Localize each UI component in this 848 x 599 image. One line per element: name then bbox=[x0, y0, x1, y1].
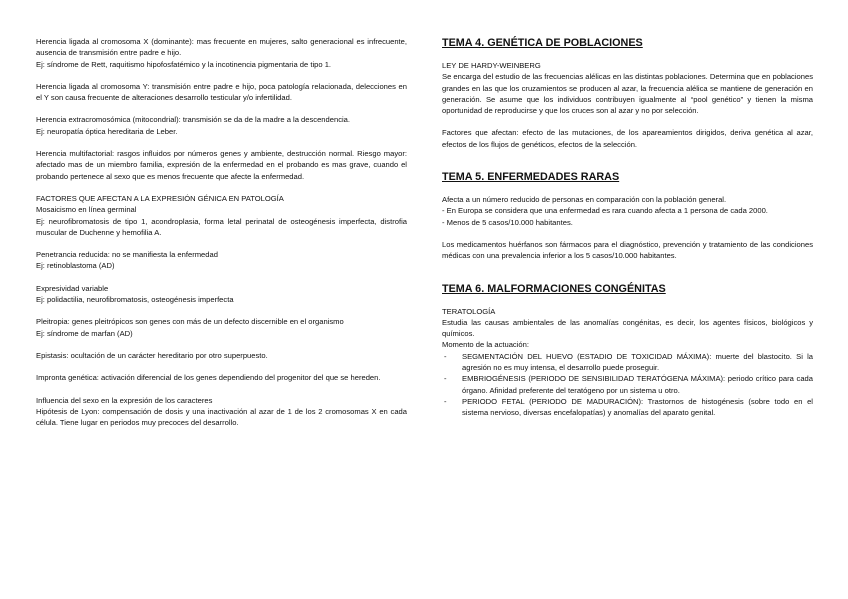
herencia-x-text: Herencia ligada al cromosoma X (dominante): mas frecuente en mujeres, salto generacional es infrecuente, ausencia de transmisión entre padre e hijo. bbox=[36, 37, 407, 58]
raras-item-1: - En Europa se considera que una enfermedad es rara cuando afecta a 1 persona de cada 2000. bbox=[442, 206, 768, 216]
raras-item-2: - Menos de 5 casos/10.000 habitantes. bbox=[442, 217, 573, 227]
mosaicismo-example: Ej: neurofibromatosis de tipo 1, acondroplasia, forma letal perinatal de osteogénesis imperfecta, distrofia muscular de Duchenne y hemofilia A. bbox=[36, 216, 407, 237]
tema5-heading: TEMA 5. ENFERMEDADES RARAS bbox=[442, 171, 620, 184]
left-column bbox=[36, 36, 407, 428]
impronta-text: Impronta genética: activación diferencial de los genes dependiendo del progenitor del que se hereden. bbox=[36, 373, 381, 383]
tema6-heading: TEMA 6. MALFORMACIONES CONGÉNITAS bbox=[442, 282, 666, 295]
mosaicismo-text: Mosaicismo en línea germinal bbox=[36, 205, 137, 215]
momento-actuacion: Momento de la actuación: bbox=[442, 340, 529, 350]
multifactorial-text: Herencia multifactorial: rasgos influidos por números genes y ambiente, destrucción normal. Riesgo mayor: afectado mas de un miembro familia, expresión de la enfermedad en el probando es mas grave, cuando el probando pertenece al sexo que es menos frecuente que afecte la enfermedad. bbox=[36, 149, 407, 181]
herencia-y-text: Herencia ligada al cromosoma Y: transmisión entre padre e hijo, poca patología relacionada, delecciones en el Y son causa frecuente de alteraciones desarrollo testicular y/o infertilidad. bbox=[36, 81, 407, 103]
right-column bbox=[442, 36, 813, 419]
influencia-sexo-title: Influencia del sexo en la expresión de los caracteres bbox=[36, 395, 213, 405]
list-item: - EMBRIOGÉNESIS (PERIODO DE SENSIBILIDAD TERATÓGENA MÁXIMA): periodo crítico para cada órgano. Afinidad preferente del teratógeno por un sistema u otro. bbox=[442, 373, 813, 396]
extracromosomica-example: Ej: neuropatía óptica hereditaria de Leber. bbox=[36, 126, 178, 136]
epistasis-text: Epistasis: ocultación de un carácter hereditario por otro superpuesto. bbox=[36, 350, 268, 360]
pleitropia-example: Ej: síndrome de marfan (AD) bbox=[36, 328, 133, 338]
herencia-x-example: Ej: síndrome de Rett, raquitismo hipofosfatémico y la incotinencia pigmentaria de tipo 1. bbox=[36, 59, 332, 69]
hardy-weinberg-title: LEY DE HARDY-WEINBERG bbox=[442, 61, 541, 70]
huerfanos-text: Los medicamentos huérfanos son fármacos para el diagnóstico, prevención y tratamiento de las condiciones médicas con una prevalencia inferior a los 5 casos/10.000 habitantes. bbox=[442, 239, 813, 261]
teratologia-title: TERATOLOGÍA bbox=[442, 306, 496, 316]
expresividad-text: Expresividad variable bbox=[36, 283, 109, 293]
stage-list bbox=[442, 351, 813, 419]
hardy-weinberg-text: Se encarga del estudio de las frecuencias alélicas en las distintas poblaciones. Determina que en poblaciones grandes en las que los cruzamientos se producen al azar, la frecuencia alélica se mantiene de generación en generación. Se asume que los individuos contribuyen igualmente al “pool genético” y tienen la misma oportunidad de reproducirse y que los cruces son al azar y no por selección. bbox=[442, 72, 813, 116]
extracromosomica-text: Herencia extracromosómica (mitocondrial): transmisión se da de la madre a la descendencia. bbox=[36, 115, 351, 125]
raras-intro: Afecta a un número reducido de personas en comparación con la población general. bbox=[442, 195, 727, 205]
teratologia-text: Estudia las causas ambientales de las anomalías congénitas, es decir, los agentes físicos, biológicos y químicos. bbox=[442, 317, 813, 339]
penetrancia-example: Ej: retinoblastoma (AD) bbox=[36, 261, 115, 271]
factores-title: FACTORES QUE AFECTAN A LA EXPRESIÓN GÉNICA EN PATOLOGÍA bbox=[36, 193, 284, 203]
penetrancia-text: Penetrancia reducida: no se manifiesta la enfermedad bbox=[36, 250, 218, 260]
pleitropia-text: Pleitropia: genes pleitrópicos son genes con más de un defecto discernible en el organismo bbox=[36, 317, 344, 327]
expresividad-example: Ej: polidactilia, neurofibromatosis, osteogénesis imperfecta bbox=[36, 295, 234, 305]
list-item: - PERIODO FETAL (PERIODO DE MADURACIÓN): Trastornos de histogénesis (sobre todo en el sistema nervioso, diversas encefalopatías) y anomalías del aparato genital. bbox=[442, 396, 813, 419]
list-item: - SEGMENTACIÓN DEL HUEVO (ESTADIO DE TOXICIDAD MÁXIMA): muerte del blastocito. Si la agresión no es muy intensa, el desarrollo puede proseguir. bbox=[442, 351, 813, 374]
lyon-text: Hipótesis de Lyon: compensación de dosis y una inactivación al azar de 1 de los 2 cromosomas X en cada célula. Tiene lugar en periodos muy precoces del desarrollo. bbox=[36, 406, 407, 428]
factores-poblaciones-text: Factores que afectan: efecto de las mutaciones, de los apareamientos dirigidos, deriva genética al azar, efectos de los flujos de genéticos, efectos de la selección. bbox=[442, 128, 813, 149]
tema4-heading: TEMA 4. GENÉTICA DE POBLACIONES bbox=[442, 37, 643, 49]
